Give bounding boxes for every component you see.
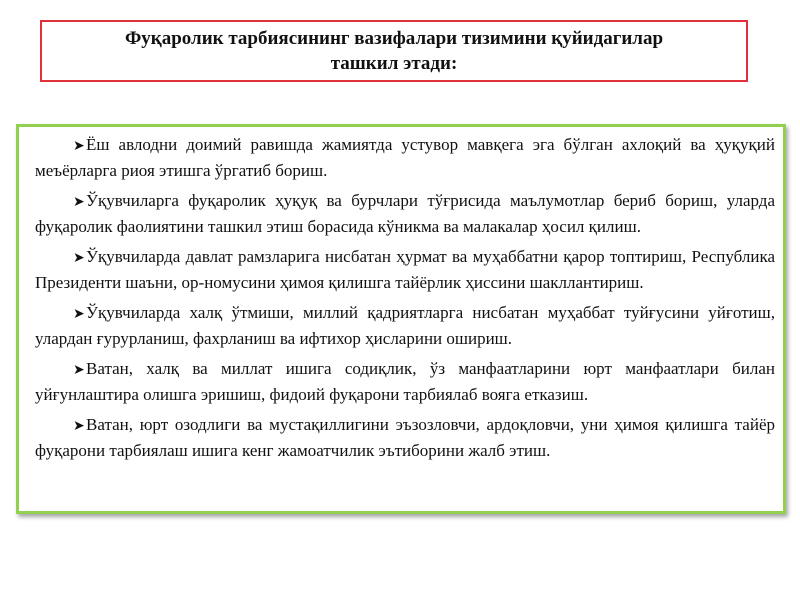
list-item: ➤Ватан, юрт озодлиги ва мустақиллигини эъзозловчи, ардоқловчи, уни ҳимоя қилишга тайёр фуқарони тарбиялаш ишига кенг жамоатчилик эътиборини жалб этиш. [35,415,775,460]
list-item: ➤Ўқувчиларга фуқаролик ҳуқуқ ва бурчлари тўғрисида маълумотлар бериб бориш, уларда фуқаролик фаолиятини ташкил этиш борасида кўникма ва малакалар ҳосил қилиш. [35,191,775,236]
list-item: ➤Ёш авлодни доимий равишда жамиятда устувор мавқега эга бўлган ахлоқий ва ҳуқуқий меъёрларга риоя этишга ўргатиб бориш. [35,135,775,180]
arrow-bullet-icon: ➤ [73,419,85,434]
list-item: ➤Ватан, халқ ва миллат ишига содиқлик, ўз манфаатларини юрт манфаатлари билан уйғунлаштира олишга эришиш, фидоий фуқарони тарбиялаб вояга етказиш. [35,359,775,404]
arrow-bullet-icon: ➤ [73,307,85,322]
title-box [40,20,748,82]
arrow-bullet-icon: ➤ [73,195,85,210]
list-item: ➤Ўқувчиларда давлат рамзларига нисбатан ҳурмат ва муҳаббатни қарор топтириш, Республика Президенти шаъни, ор-номусини ҳимоя қилишга тайёрлик ҳиссини шакллантириш. [35,247,775,292]
content-box [16,124,786,514]
arrow-bullet-icon: ➤ [73,251,85,266]
list-item: ➤Ўқувчиларда халқ ўтмиши, миллий қадриятларга нисбатан муҳаббат туйғусини уйғотиш, улардан ғурурланиш, фахрланиш ва ифтихор ҳисларини ошириш. [35,303,775,348]
arrow-bullet-icon: ➤ [73,139,85,154]
arrow-bullet-icon: ➤ [73,363,85,378]
slide-title: Фуқаролик тарбиясининг вазифалари тизимини қуйидагилар ташкил этади: [124,28,664,74]
